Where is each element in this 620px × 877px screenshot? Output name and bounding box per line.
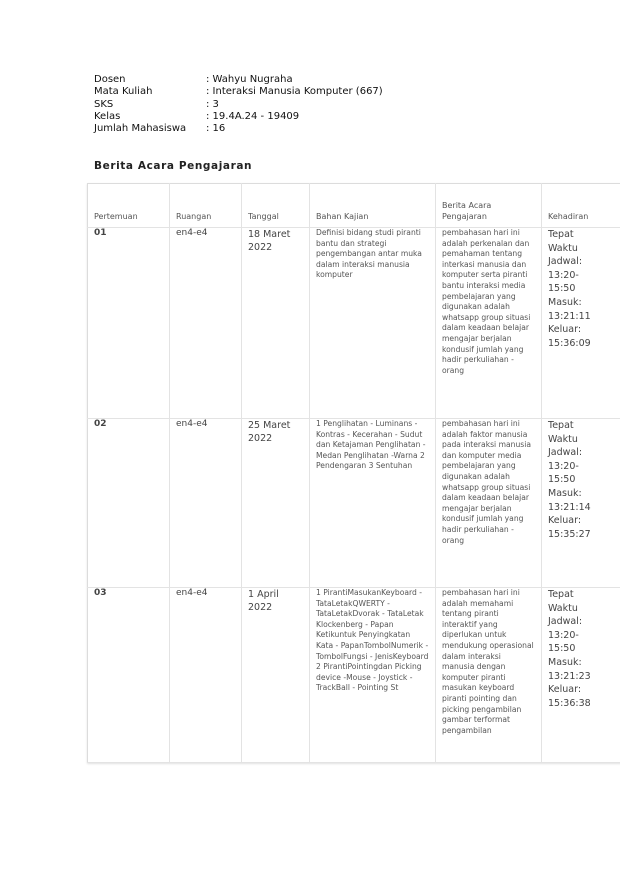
kehadiran-line: 13:20- <box>548 269 579 281</box>
kehadiran-line: Masuk: <box>548 296 582 308</box>
cell-pertemuan: 02 <box>88 419 170 588</box>
kehadiran-line: 15:36:09 <box>548 337 591 349</box>
table-header-row <box>88 184 620 228</box>
cell-ruangan: en4-e4 <box>170 419 242 588</box>
kehadiran-line: 13:21:11 <box>548 310 591 322</box>
info-value: : 3 <box>206 98 219 110</box>
cell-tanggal: 18 Maret 2022 <box>242 228 310 419</box>
column-header-berita-acara: Berita Acara Pengajaran <box>436 184 542 228</box>
kehadiran-line: 13:20- <box>548 629 579 641</box>
cell-berita-acara <box>436 228 542 419</box>
section-title: Berita Acara Pengajaran <box>94 160 253 172</box>
info-label: SKS <box>94 98 114 110</box>
cell-kehadiran <box>542 588 620 763</box>
cell-pertemuan: 03 <box>88 588 170 763</box>
info-row-kelas <box>94 111 383 123</box>
column-header-bahan-kajian: Bahan Kajian <box>310 184 436 228</box>
info-row-dosen <box>94 74 383 86</box>
cell-bahan-kajian: Definisi bidang studi piranti bantu dan strategi pengembangan antar muka dalam interaksi manusia komputer <box>310 228 436 419</box>
kehadiran-line: Jadwal: <box>548 616 583 628</box>
berita-acara-text: pembahasan hari ini adalah faktor manusia pada interaksi manusia dan komputer media pembelajaran yang digunakan adalah whatsapp group situasi dalam keadaan belajar mengajar berjalan kondusif jumlah yang hadir perkuliahan - orang <box>442 419 531 545</box>
cell-bahan-kajian: 1 PirantiMasukanKeyboard -TataLetakQWERTY - TataLetakDvorak - TataLetak Klockenberg - Papan Ketikuntuk Penyingkatan Kata - PapanTombolNumerik - TombolFungsi - JenisKeyboard 2 PirantiPointingdan Picking device -Mouse - Joystick -TrackBall - Pointing St <box>310 588 436 763</box>
table-row <box>88 588 620 763</box>
info-value: : 19.4A.24 - 19409 <box>206 110 300 122</box>
cell-kehadiran <box>542 228 620 419</box>
cell-pertemuan: 01 <box>88 228 170 419</box>
kehadiran-line: Tepat <box>548 420 574 431</box>
info-label: Kelas <box>94 110 121 122</box>
column-header-kehadiran: Kehadiran <box>542 184 620 228</box>
kehadiran-line: Keluar: <box>548 684 582 696</box>
cell-ruangan: en4-e4 <box>170 228 242 419</box>
cell-berita-acara <box>436 419 542 588</box>
berita-acara-table <box>87 183 620 763</box>
cell-ruangan: en4-e4 <box>170 588 242 763</box>
kehadiran-line: Jadwal: <box>548 256 583 268</box>
cell-berita-acara <box>436 588 542 763</box>
kehadiran-line: 15:50 <box>548 283 576 295</box>
info-label: Mata Kuliah <box>94 86 153 98</box>
kehadiran-line: 15:36:38 <box>548 697 591 709</box>
kehadiran-line: Waktu <box>548 433 578 445</box>
berita-acara-text: pembahasan hari ini adalah memahami tentang piranti interaktif yang diperlukan untuk mendukung operasional dalam interaksi manusia dengan komputer piranti masukan keyboard piranti pointing dan picking pengambilan gambar terformat pengambilan <box>442 588 534 735</box>
kehadiran-line: Keluar: <box>548 515 582 527</box>
cell-kehadiran <box>542 419 620 588</box>
kehadiran-line: 15:50 <box>548 643 576 655</box>
kehadiran-line: Masuk: <box>548 656 582 668</box>
berita-acara-text: pembahasan hari ini adalah perkenalan dan pemahaman tentang interkasi manusia dan komputer serta piranti bantu interaksi media pembelajaran yang digunakan adalah whatsapp group situasi dalam keadaan belajar mengajar berjalan kondusif jumlah yang hadir perkuliahan - orang <box>442 228 531 375</box>
kehadiran-line: 13:21:23 <box>548 670 591 682</box>
info-row-sks <box>94 99 383 111</box>
kehadiran-line: Waktu <box>548 602 578 614</box>
info-row-mata-kuliah <box>94 86 383 98</box>
kehadiran-line: 13:21:14 <box>548 501 591 513</box>
column-header-ruangan: Ruangan <box>170 184 242 228</box>
cell-tanggal: 25 Maret 2022 <box>242 419 310 588</box>
cell-tanggal: 1 April 2022 <box>242 588 310 763</box>
kehadiran-line: Waktu <box>548 242 578 254</box>
info-value: : Wahyu Nugraha <box>206 74 293 85</box>
kehadiran-line: Tepat <box>548 589 574 600</box>
table-row <box>88 419 620 588</box>
info-label: Jumlah Mahasiswa <box>94 123 187 135</box>
column-header-tanggal: Tanggal <box>242 184 310 228</box>
table-row <box>88 228 620 419</box>
info-value: : Interaksi Manusia Komputer (667) <box>206 86 383 98</box>
info-label: Dosen <box>94 74 126 85</box>
kehadiran-line: Jadwal: <box>548 447 583 459</box>
kehadiran-line: 15:50 <box>548 474 576 486</box>
kehadiran-line: 13:20- <box>548 460 579 472</box>
kehadiran-line: Masuk: <box>548 487 582 499</box>
kehadiran-line: 15:35:27 <box>548 528 591 540</box>
info-value: : 16 <box>206 123 226 135</box>
course-info <box>94 74 383 135</box>
kehadiran-line: Keluar: <box>548 324 582 336</box>
info-row-jumlah-mahasiswa <box>94 123 383 135</box>
kehadiran-line: Tepat <box>548 229 574 240</box>
cell-bahan-kajian: 1 Penglihatan - Luminans - Kontras - Kecerahan - Sudut dan Ketajaman Penglihatan -Medan Penglihatan -Warna 2 Pendengaran 3 Sentuhan <box>310 419 436 588</box>
column-header-pertemuan: Pertemuan <box>88 184 170 228</box>
